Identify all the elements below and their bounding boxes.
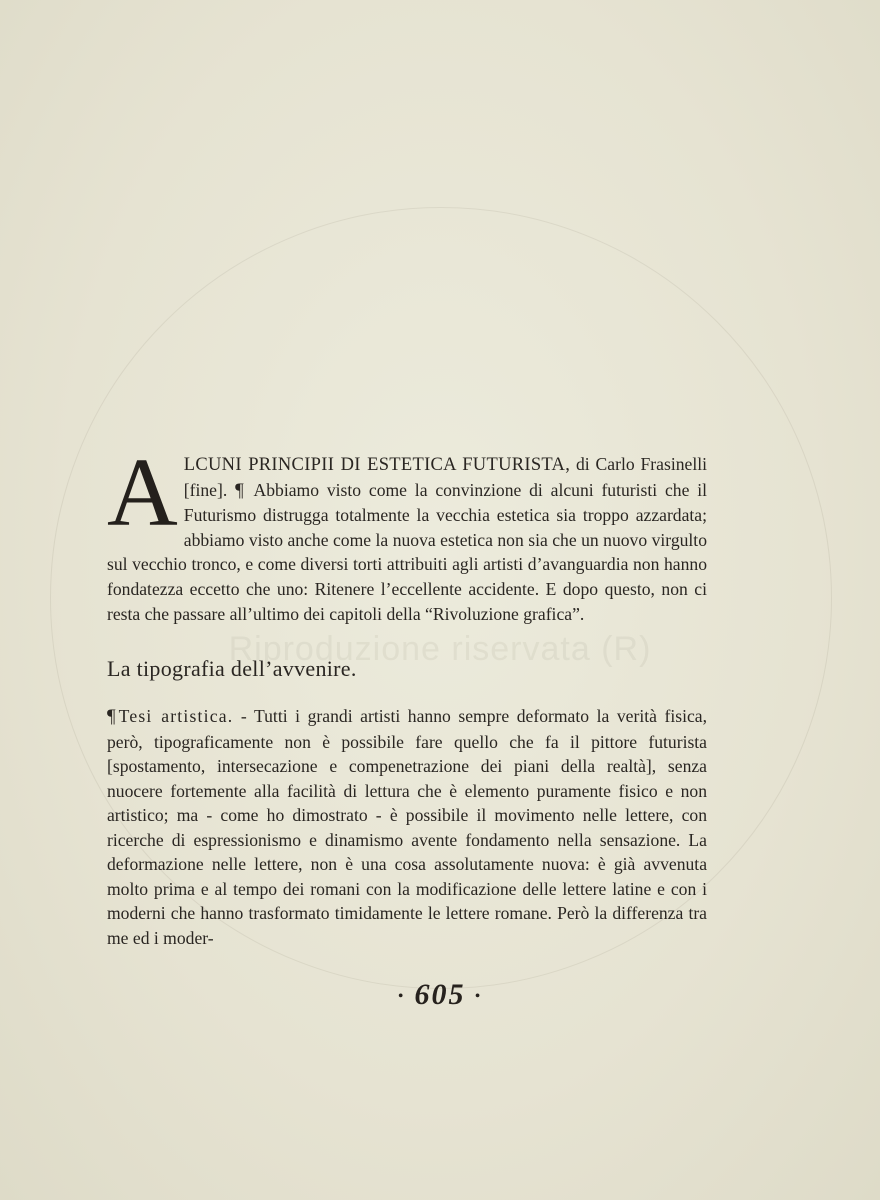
page-content: [107, 439, 707, 950]
intro-paragraph: [107, 439, 707, 626]
watermark-text: Riproduzione riservata (R): [228, 630, 652, 668]
section-paragraph: [107, 704, 707, 950]
article-author: di Carlo Frasinelli [fine].: [183, 454, 707, 500]
ornament-dot-left: •: [398, 989, 405, 1005]
pilcrow-mark: ¶: [235, 479, 244, 501]
section-body: - Tutti i grandi artisti hanno sempre deformato la verità fisica, però, tipograficamente non è possibile fare quello che fa il pittore futurista [spostamento, intersecazione e compenetrazione dei piani della realtà], senza nuocere fortemente alla facilità di lettura che è elemento puramente fisico e non artistico; ma - come ho dimostrato - è possibile il movimento nelle lettere, con ricerche di espressionismo e dinamismo avente fondamento nella sensazione. La deformazione nelle lettere, non è una cosa assolutamente nuova: è già avvenuta molto prima e al tempo dei romani con la modificazione delle lettere latine e con i moderni che hanno trasformato timidamente le lettere romane. Però la differenza tra me ed i moder-: [107, 706, 707, 948]
ornament-dot-right: •: [475, 989, 482, 1005]
pilcrow-mark: ¶: [107, 706, 116, 728]
intro-body: Abbiamo visto come la convinzione di alcuni futuristi che il Futurismo distrugga totalmente la vecchia estetica sia troppo azzardata; abbiamo visto anche come la nuova estetica non sia che un nuovo virgulto sul vecchio tronco, e come diversi torti attribuiti agli artisti d’avanguardia non hanno fondatezza eccetto che uno: Ritenere l’eccellente accidente. E dopo questo, non ci resta che passare all’ultimo dei capitoli della “Rivoluzione grafica”.: [107, 479, 707, 624]
section-label: Tesi artistica.: [118, 706, 234, 727]
page-number-text: 605: [414, 978, 466, 1011]
drop-cap: A: [107, 439, 178, 547]
article-title: LCUNI PRINCIPII DI ESTETICA FUTURISTA,: [183, 455, 571, 475]
page-number: [0, 978, 880, 1012]
section-heading: La tipografia dell’avvenire.: [107, 656, 357, 682]
